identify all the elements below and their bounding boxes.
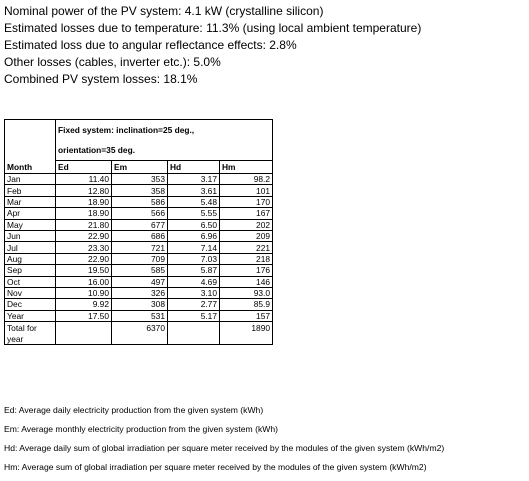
- ed-cell: 16.00: [56, 276, 112, 287]
- ed-cell: 22.90: [56, 253, 112, 264]
- month-cell: May: [5, 219, 56, 230]
- month-cell: Feb: [5, 185, 56, 196]
- table-title-row: [5, 140, 273, 161]
- table-row: [5, 230, 273, 241]
- hd-cell: 5.87: [168, 265, 220, 276]
- hm-cell: 157: [220, 310, 273, 321]
- table-title-line2: orientation=35 deg.: [56, 140, 273, 161]
- table-row: [5, 287, 273, 298]
- hm-cell: 176: [220, 265, 273, 276]
- ed-cell: 23.30: [56, 242, 112, 253]
- month-cell: Oct: [5, 276, 56, 287]
- em-cell: 566: [112, 208, 168, 219]
- ed-cell: 18.90: [56, 208, 112, 219]
- hm-cell: 85.9: [220, 299, 273, 310]
- hd-cell: 3.10: [168, 287, 220, 298]
- month-cell: Jul: [5, 242, 56, 253]
- note-hd: Hd: Average daily sum of global irradiation per square meter received by the modules of the given system (kWh/m2): [4, 443, 445, 453]
- column-header-hd: Hd: [168, 161, 220, 174]
- hd-cell: 3.61: [168, 185, 220, 196]
- hd-cell: 2.77: [168, 299, 220, 310]
- nominal-power-line: Nominal power of the PV system: 4.1 kW (crystalline silicon): [4, 4, 324, 18]
- column-header-em: Em: [112, 161, 168, 174]
- em-cell: 721: [112, 242, 168, 253]
- hd-cell: 4.69: [168, 276, 220, 287]
- hm-cell: 202: [220, 219, 273, 230]
- hm-cell: 93.0: [220, 287, 273, 298]
- table-row: [5, 265, 273, 276]
- ed-cell: 21.80: [56, 219, 112, 230]
- ed-cell: 11.40: [56, 174, 112, 185]
- hd-cell: 6.50: [168, 219, 220, 230]
- table-row: [5, 185, 273, 196]
- total-hd: [168, 322, 220, 334]
- total-label-continued: year: [5, 333, 56, 345]
- em-cell: 497: [112, 276, 168, 287]
- blank-cell: [168, 333, 220, 345]
- month-cell: Jan: [5, 174, 56, 185]
- other-losses-line: Other losses (cables, inverter etc.): 5.0%: [4, 55, 221, 69]
- table-title-row: [5, 120, 273, 141]
- blank-cell: [56, 333, 112, 345]
- combined-losses-line: Combined PV system losses: 18.1%: [4, 72, 198, 86]
- table-row: [5, 310, 273, 321]
- month-cell: Aug: [5, 253, 56, 264]
- hd-cell: 3.17: [168, 174, 220, 185]
- reflectance-loss-line: Estimated loss due to angular reflectance effects: 2.8%: [4, 38, 297, 52]
- em-cell: 326: [112, 287, 168, 298]
- month-cell: Year: [5, 310, 56, 321]
- month-cell: Apr: [5, 208, 56, 219]
- ed-cell: 17.50: [56, 310, 112, 321]
- note-hm: Hm: Average sum of global irradiation per square meter received by the modules of the given system (kWh/m2): [4, 462, 427, 472]
- ed-cell: 12.80: [56, 185, 112, 196]
- total-hm: 1890: [220, 322, 273, 334]
- blank-cell: [5, 140, 56, 161]
- legend-notes: [4, 405, 529, 481]
- table-row: [5, 299, 273, 310]
- ed-cell: 9.92: [56, 299, 112, 310]
- hm-cell: 209: [220, 230, 273, 241]
- month-cell: Dec: [5, 299, 56, 310]
- table-row: [5, 276, 273, 287]
- total-row: [5, 322, 273, 334]
- month-cell: Mar: [5, 196, 56, 207]
- ed-cell: 10.90: [56, 287, 112, 298]
- month-cell: Nov: [5, 287, 56, 298]
- total-ed: [56, 322, 112, 334]
- hd-cell: 7.03: [168, 253, 220, 264]
- hm-cell: 170: [220, 196, 273, 207]
- total-em: 6370: [112, 322, 168, 334]
- hm-cell: 146: [220, 276, 273, 287]
- table-title-line1: Fixed system: inclination=25 deg.,: [56, 120, 273, 141]
- note-ed: Ed: Average daily electricity production from the given system (kWh): [4, 405, 264, 415]
- table-row: [5, 253, 273, 264]
- column-header-month: Month: [5, 161, 56, 174]
- em-cell: 677: [112, 219, 168, 230]
- em-cell: 358: [112, 185, 168, 196]
- hd-cell: 7.14: [168, 242, 220, 253]
- column-header-ed: Ed: [56, 161, 112, 174]
- em-cell: 585: [112, 265, 168, 276]
- table-row: [5, 174, 273, 185]
- em-cell: 709: [112, 253, 168, 264]
- month-cell: Jun: [5, 230, 56, 241]
- column-header-row: [5, 161, 273, 174]
- hm-cell: 167: [220, 208, 273, 219]
- pv-production-table: [4, 119, 273, 345]
- table-row: [5, 219, 273, 230]
- month-cell: Sep: [5, 265, 56, 276]
- table-row: [5, 242, 273, 253]
- hd-cell: 5.17: [168, 310, 220, 321]
- hd-cell: 5.55: [168, 208, 220, 219]
- total-row-continued: [5, 333, 273, 345]
- hm-cell: 221: [220, 242, 273, 253]
- note-em: Em: Average monthly electricity production from the given system (kWh): [4, 424, 278, 434]
- blank-cell: [220, 333, 273, 345]
- ed-cell: 18.90: [56, 196, 112, 207]
- em-cell: 531: [112, 310, 168, 321]
- ed-cell: 22.90: [56, 230, 112, 241]
- em-cell: 686: [112, 230, 168, 241]
- total-label: Total for: [5, 322, 56, 334]
- hm-cell: 218: [220, 253, 273, 264]
- blank-cell: [5, 120, 56, 141]
- temperature-loss-line: Estimated losses due to temperature: 11.3% (using local ambient temperature): [4, 21, 422, 35]
- table-row: [5, 196, 273, 207]
- system-summary: [4, 3, 524, 88]
- table-row: [5, 208, 273, 219]
- ed-cell: 19.50: [56, 265, 112, 276]
- column-header-hm: Hm: [220, 161, 273, 174]
- hm-cell: 98.2: [220, 174, 273, 185]
- em-cell: 586: [112, 196, 168, 207]
- em-cell: 353: [112, 174, 168, 185]
- hd-cell: 6.96: [168, 230, 220, 241]
- hm-cell: 101: [220, 185, 273, 196]
- hd-cell: 5.48: [168, 196, 220, 207]
- em-cell: 308: [112, 299, 168, 310]
- blank-cell: [112, 333, 168, 345]
